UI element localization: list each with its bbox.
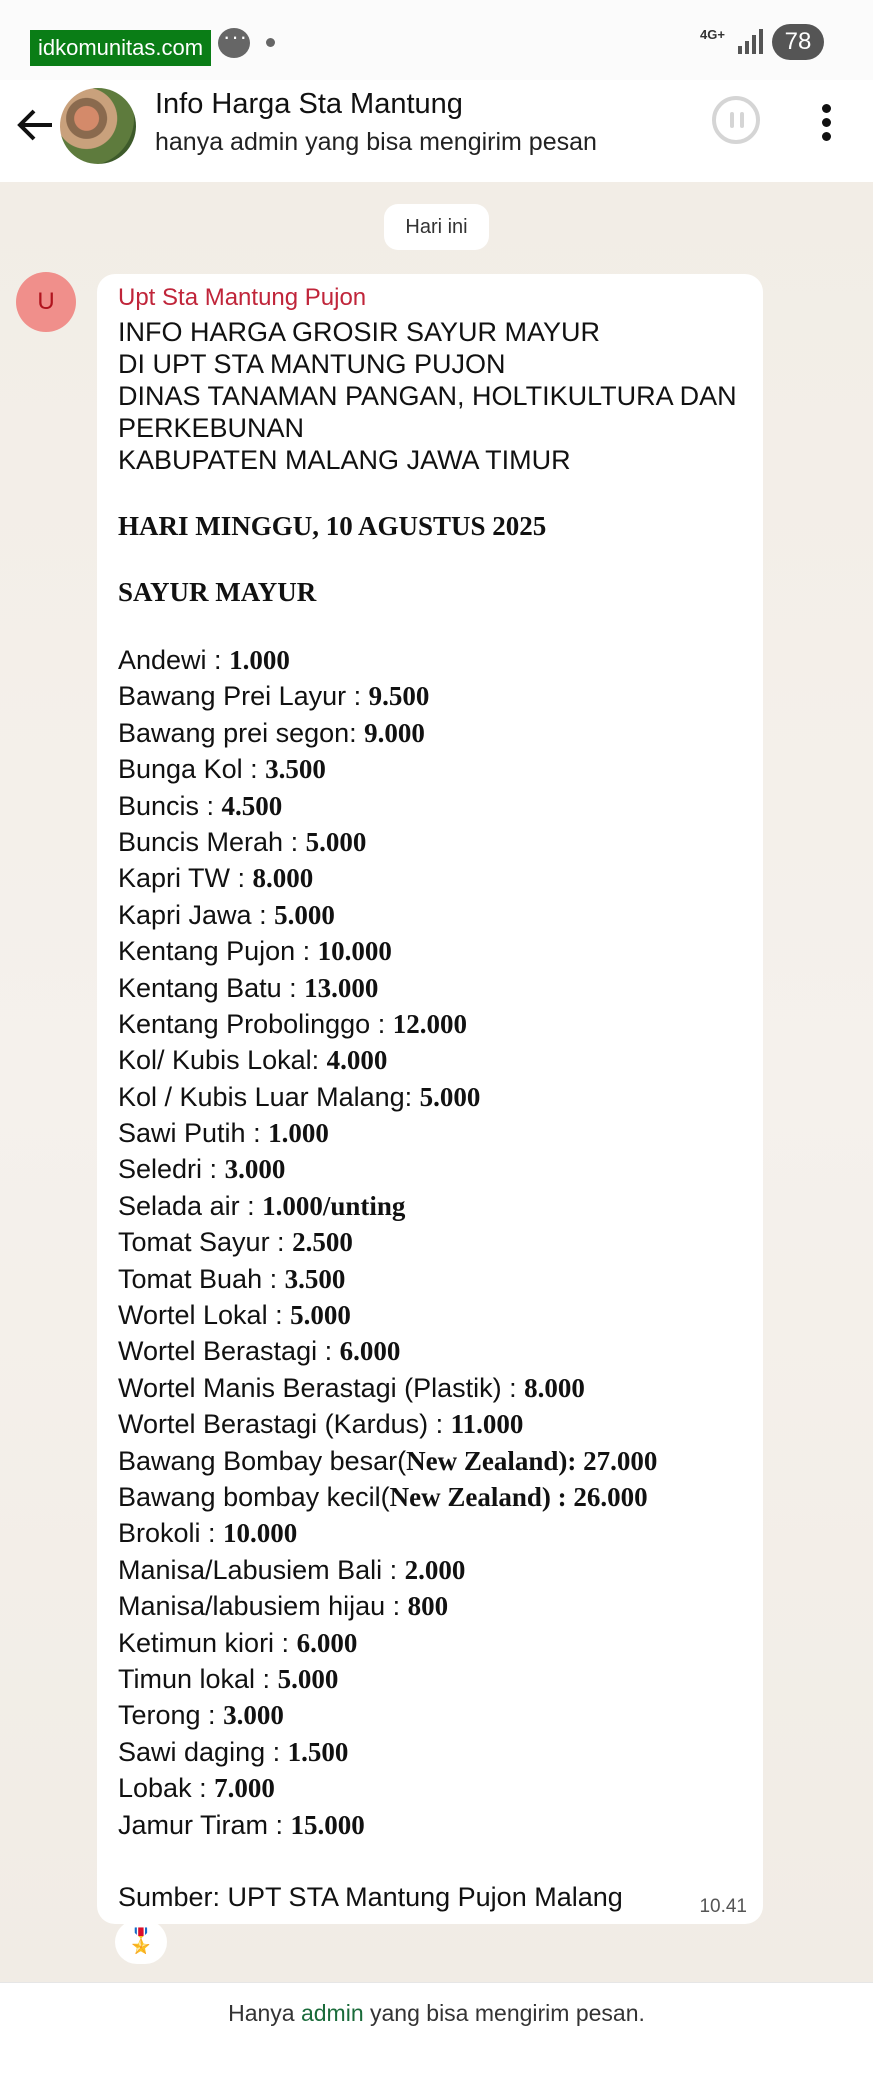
item-price: 6.000: [296, 1627, 358, 1658]
item-name: Terong :: [118, 1700, 224, 1731]
price-item: [118, 1588, 748, 1624]
item-price: 10.000: [317, 936, 392, 967]
item-price: 10.000: [223, 1518, 298, 1549]
chat-bubble-icon: [218, 28, 250, 58]
price-item: [118, 1807, 748, 1843]
price-item: [118, 1333, 748, 1369]
price-item: [118, 1006, 748, 1042]
footer-suffix: yang bisa mengirim pesan.: [363, 2000, 645, 2026]
item-name: Wortel Lokal :: [118, 1300, 291, 1331]
item-price: 1.000: [229, 645, 290, 675]
item-name: Kentang Pujon :: [118, 936, 318, 967]
item-name: Tomat Buah :: [118, 1263, 285, 1294]
item-name: Wortel Berastagi :: [118, 1336, 340, 1367]
price-item: [118, 1661, 748, 1697]
price-item: [118, 1042, 748, 1078]
price-item: [118, 1770, 748, 1806]
price-item: [118, 1552, 748, 1588]
price-item: [118, 1115, 748, 1151]
item-price: 3.500: [284, 1263, 346, 1294]
price-item: [118, 1734, 748, 1770]
item-price: 5.000: [419, 1081, 481, 1112]
item-price: 3.000: [223, 1700, 284, 1731]
source-line: Sumber: UPT STA Mantung Pujon Malang: [118, 1882, 623, 1912]
item-name: Buncis Merah :: [118, 826, 306, 857]
item-name: Wortel Manis Berastagi (Plastik) :: [118, 1372, 525, 1403]
chat-area[interactable]: [0, 182, 873, 1982]
item-price: 3.500: [265, 754, 326, 785]
item-name: Kentang Batu :: [118, 972, 305, 1003]
reaction-badge[interactable]: 🎖️: [115, 1920, 167, 1964]
chat-title[interactable]: Info Harga Sta Mantung: [155, 88, 463, 120]
price-item: [118, 1370, 748, 1406]
item-price: 12.000: [392, 1008, 467, 1039]
price-item: [118, 1625, 748, 1661]
price-item: [118, 933, 748, 969]
item-name: Bawang prei segon:: [118, 717, 365, 748]
price-item: [118, 1479, 748, 1515]
date-chip: Hari ini: [384, 204, 489, 250]
item-price: 2.500: [292, 1227, 353, 1258]
item-price: 1.500: [287, 1736, 349, 1767]
price-item: [118, 1224, 748, 1260]
item-price: 1.000/unting: [262, 1190, 406, 1221]
item-price: 2.000: [404, 1554, 466, 1585]
price-item: [118, 1515, 748, 1551]
item-price: 15.000: [290, 1809, 365, 1840]
chat-subtitle: hanya admin yang bisa mengirim pesan: [155, 128, 597, 156]
item-name: Bawang bombay kecil(: [118, 1481, 390, 1512]
item-price: New Zealand) : 26.000: [389, 1481, 648, 1512]
item-name: Kentang Probolinggo :: [118, 1008, 393, 1039]
battery-icon: 78: [772, 24, 824, 60]
item-name: Kapri TW :: [118, 863, 253, 894]
footer-prefix: Hanya: [228, 2000, 301, 2026]
price-item: [118, 642, 748, 678]
price-item: [118, 1261, 748, 1297]
price-item: [118, 860, 748, 896]
item-price: New Zealand): 27.000: [406, 1445, 658, 1476]
price-item: [118, 970, 748, 1006]
item-name: Manisa/Labusiem Bali :: [118, 1554, 405, 1585]
item-name: Bawang Prei Layur :: [118, 681, 369, 712]
item-price: 9.500: [368, 681, 430, 712]
admin-link[interactable]: admin: [300, 2000, 364, 2026]
status-bar: [0, 0, 873, 80]
item-price: 5.000: [305, 826, 367, 857]
call-icon[interactable]: [712, 96, 760, 144]
price-item: [118, 715, 748, 751]
item-name: Sawi daging :: [118, 1736, 288, 1767]
price-item: [118, 1079, 748, 1115]
price-item: [118, 1443, 748, 1479]
item-price: 800: [407, 1591, 449, 1622]
item-price: 9.000: [364, 717, 425, 748]
item-name: Jamur Tiram :: [118, 1809, 291, 1840]
price-item: [118, 751, 748, 787]
item-price: 4.000: [326, 1045, 388, 1076]
price-item: [118, 1188, 748, 1224]
header-line: INFO HARGA GROSIR SAYUR MAYUR: [118, 317, 601, 347]
item-name: Lobak :: [118, 1773, 215, 1804]
header-line: DI UPT STA MANTUNG PUJON: [118, 349, 506, 379]
signal-icon: [736, 26, 766, 56]
footer-notice: [0, 1982, 873, 2080]
header-line: DINAS TANAMAN PANGAN, HOLTIKULTURA DAN PERKEBUNAN: [118, 381, 737, 443]
group-avatar[interactable]: [60, 88, 136, 164]
price-item: [118, 1406, 748, 1442]
item-name: Kol/ Kubis Lokal:: [118, 1045, 327, 1076]
item-name: Buncis :: [118, 790, 222, 821]
item-price: 5.000: [274, 899, 335, 930]
item-name: Tomat Sayur :: [118, 1227, 293, 1258]
message-bubble[interactable]: [97, 274, 763, 1924]
dot-icon: [266, 38, 275, 47]
item-name: Selada air :: [118, 1190, 263, 1221]
item-price: 5.000: [277, 1663, 339, 1694]
item-name: Timun lokal :: [118, 1663, 278, 1694]
item-name: Kol / Kubis Luar Malang:: [118, 1081, 420, 1112]
item-price: 7.000: [214, 1773, 275, 1804]
price-item: [118, 824, 748, 860]
network-indicator: 4G+: [700, 27, 725, 42]
item-price: 5.000: [290, 1300, 351, 1331]
header-line: KABUPATEN MALANG JAWA TIMUR: [118, 445, 571, 475]
sender-avatar[interactable]: U: [16, 272, 76, 332]
chat-header: [0, 80, 873, 182]
price-item: [118, 1697, 748, 1733]
item-name: Wortel Berastagi (Kardus) :: [118, 1409, 451, 1440]
message-time: 10.41: [699, 1896, 747, 1917]
item-price: 3.000: [224, 1154, 286, 1185]
section-title: SAYUR MAYUR: [118, 577, 317, 607]
item-name: Sawi Putih :: [118, 1118, 269, 1149]
more-vertical-icon[interactable]: [818, 104, 834, 148]
item-name: Kapri Jawa :: [118, 899, 275, 930]
item-name: Bunga Kol :: [118, 754, 266, 785]
item-price: 8.000: [524, 1372, 585, 1403]
price-item: [118, 788, 748, 824]
price-item: [118, 897, 748, 933]
item-price: 1.000: [268, 1118, 329, 1149]
message-text: [118, 316, 748, 1843]
item-price: 6.000: [339, 1336, 401, 1367]
price-list: [118, 642, 748, 1843]
back-arrow-icon[interactable]: [14, 104, 56, 146]
price-item: [118, 1297, 748, 1333]
item-price: 4.500: [221, 790, 283, 821]
item-name: Andewi :: [118, 645, 230, 675]
date-line: HARI MINGGU, 10 AGUSTUS 2025: [118, 511, 547, 541]
item-name: Brokoli :: [118, 1518, 224, 1549]
item-name: Bawang Bombay besar(: [118, 1445, 407, 1476]
item-name: Seledri :: [118, 1154, 225, 1185]
item-price: 8.000: [252, 863, 314, 894]
price-item: [118, 1151, 748, 1187]
sender-name[interactable]: Upt Sta Mantung Pujon: [118, 284, 367, 311]
item-name: Ketimun kiori :: [118, 1627, 297, 1658]
item-name: Manisa/labusiem hijau :: [118, 1591, 408, 1622]
item-price: 13.000: [304, 972, 379, 1003]
price-item: [118, 678, 748, 714]
watermark: idkomunitas.com: [30, 30, 211, 66]
item-price: 11.000: [450, 1409, 524, 1440]
